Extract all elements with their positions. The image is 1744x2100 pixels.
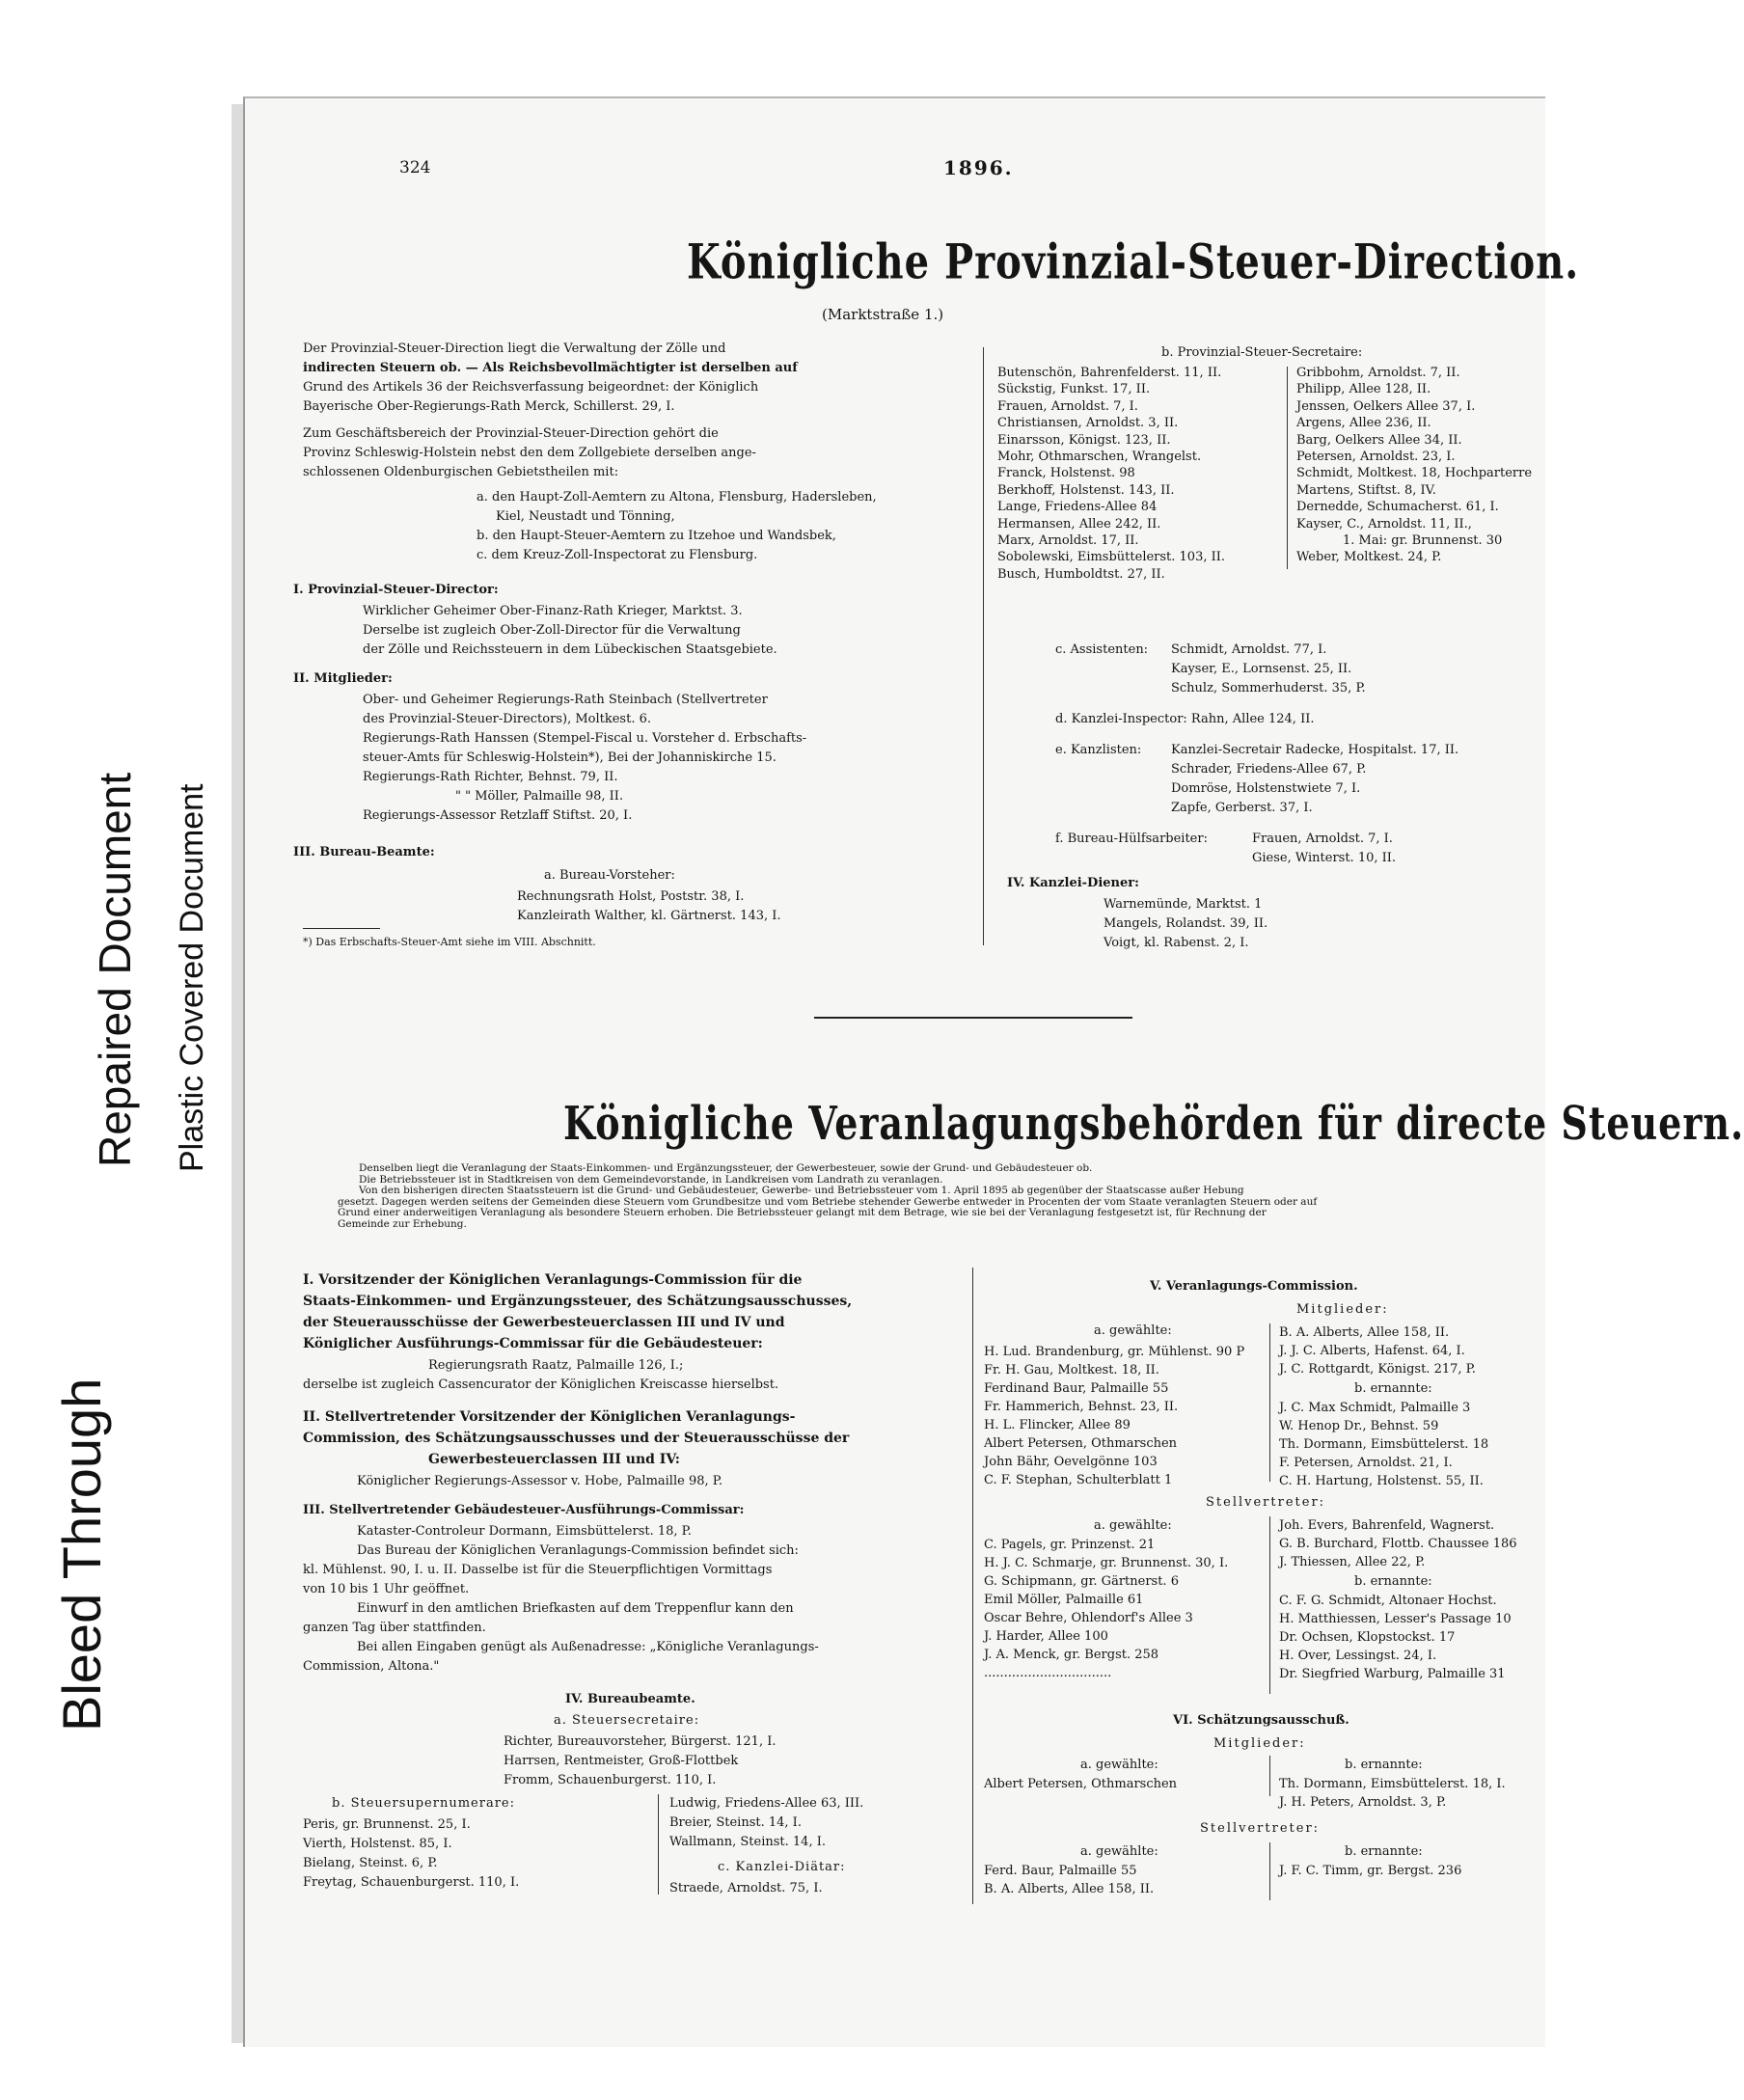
supernumerare-right-lines: Ludwig, Friedens-Allee 63, III. Breier, Steinst. 14, I. Wallmann, Steinst. 14, I. — [669, 1796, 864, 1849]
vi-st-gewaehlte-label: a. gewählte: — [1080, 1844, 1158, 1859]
deputy-chair-line: Königlicher Regierungs-Assessor v. Hobe, Palmaille 98, P. — [357, 1474, 722, 1488]
bureau-sub: a. Bureau-Vorsteher: — [544, 868, 675, 883]
secretaire-list-right: Gribbohm, Arnoldst. 7, II. Philipp, Allee 128, II. Jenssen, Oelkers Allee 37, I. Argens, Allee 236, II. Barg, Oelkers Allee 34, II. Petersen, Arnoldst. 23, I. Schmidt, Moltkest. 18, Hochparterre Martens, Stiftst. 8, IV. Dernedde, Schumacherst. 61, I. Kayser, C., Arnoldst. 11, II., 1. Mai: gr. Brunnenst. 30 Weber, Moltkest. 24, P. — [1296, 366, 1533, 565]
secretaire-list-left: Butenschön, Bahrenfelderst. 11, II. Sückstig, Funkst. 17, II. Frauen, Arnoldst. 7, I. Christiansen, Arnoldst. 3, II. Einarsson, Königst. 123, II. Mohr, Othmarschen, Wrangelst. Franck, Holstenst. 98 Berkhoff, Holstenst. 143, II. Lange, Friedens-Allee 84 Hermansen, Allee 242, II. Marx, Arnoldst. 17, II. Sobolewski, Eimsbüttelerst. 103, II. Busch, Humboldtst. 27, II. — [997, 366, 1226, 582]
vi-stellvertreter-label: Stellvertreter: — [1200, 1821, 1321, 1836]
huelfsarbeiter-label: f. Bureau-Hülfsarbeiter: — [1055, 832, 1208, 846]
vi-ernannte-label: b. ernannte: — [1345, 1758, 1423, 1772]
mitglieder-heading: II. Mitglieder: — [293, 671, 393, 686]
vi-ernannte-lines: Th. Dormann, Eimsbüttelerst. 18, I. J. H. Peters, Arnoldst. 3, P. — [1279, 1777, 1506, 1810]
assistenten-label: c. Assistenten: — [1055, 642, 1149, 657]
kanzlei-diener-heading: IV. Kanzlei-Diener: — [1007, 876, 1139, 890]
section2-column-divider — [972, 1268, 973, 1904]
bureaubeamte-heading: IV. Bureaubeamte. — [565, 1692, 695, 1706]
vi-st-ernannte-label: b. ernannte: — [1345, 1844, 1423, 1859]
diatar-line: Straede, Arnoldst. 75, I. — [669, 1881, 823, 1895]
gebaeudesteuer-heading: III. Stellvertretender Gebäudesteuer-Ausführungs-Commissar: — [303, 1503, 745, 1517]
stellvertreter-right-bottom: C. F. G. Schmidt, Altonaer Hochst. H. Matthiessen, Lesser's Passage 10 Dr. Ochsen, Klopstockst. 17 H. Over, Lessingst. 24, I. Dr. Siegfried Warburg, Palmaille 31 — [1279, 1594, 1512, 1681]
vi-divider — [1269, 1756, 1270, 1796]
schaetzungsausschuss-heading: VI. Schätzungsausschuß. — [1173, 1713, 1349, 1728]
section1-bereich-items: a. den Haupt-Zoll-Aemtern zu Altona, Flensburg, Hadersleben, Kiel, Neustadt und Tönning, b. den Haupt-Steuer-Aemtern zu Itzehoe und Wandsbek, c. dem Kreuz-Zoll-Inspectorat zu Flensburg. — [477, 490, 877, 562]
director-heading: I. Provinzial-Steuer-Director: — [293, 583, 499, 597]
label-bleed-through: Bleed Through — [51, 1377, 112, 1732]
stellvertreter-gewaehlte-label: a. gewählte: — [1094, 1518, 1172, 1533]
secretaire-heading: b. Provinzial-Steuer-Secretaire: — [1161, 345, 1363, 360]
commission-chair-heading: I. Vorsitzender der Königlichen Veranlagungs-Commission für die Staats-Einkommen- und Ergänzungssteuer, des Schätzungsausschusses, der Steuerausschüsse der Gewerbesteuerclassen III und IV und Königlicher Ausführungs-Commissar für die Gebäudesteuer: — [303, 1272, 853, 1351]
page-number: 324 — [399, 158, 431, 177]
assistenten-lines: Schmidt, Arnoldst. 77, I. Kayser, E., Lornsenst. 25, II. Schulz, Sommerhuderst. 35, P. — [1171, 642, 1366, 695]
vi-gewaehlte-label: a. gewählte: — [1080, 1758, 1158, 1772]
ernannte-right-lines: J. C. Max Schmidt, Palmaille 3 W. Henop Dr., Behnst. 59 Th. Dormann, Eimsbüttelerst. 18 F. Petersen, Arnoldst. 21, I. C. H. Hartung, Holstenst. 55, II. — [1279, 1401, 1489, 1488]
section-separator — [814, 1017, 1132, 1019]
stellvertreter-left-lines: C. Pagels, gr. Prinzenst. 21 H. J. C. Schmarje, gr. Brunnenst. 30, I. G. Schipmann, gr. Gärtnerst. 6 Emil Möller, Palmaille 61 Oscar Behre, Ohlendorf's Allee 3 J. Harder, Allee 100 J. A. Menck, gr. Bergst. 258 ................................ — [984, 1538, 1229, 1680]
steuersecretaire-lines: Richter, Bureauvorsteher, Bürgerst. 121, I. Harrsen, Rentmeister, Groß-Flottbek Fromm, Schauenburgerst. 110, I. — [504, 1734, 777, 1787]
veranlagungs-commission-heading: V. Veranlagungs-Commission. — [1150, 1279, 1358, 1294]
kanzlei-inspector: d. Kanzlei-Inspector: Rahn, Allee 124, II. — [1055, 712, 1315, 726]
gewaehlte-label: a. gewählte: — [1094, 1323, 1172, 1338]
stellvertreter-ernannte-label: b. ernannte: — [1354, 1574, 1432, 1589]
vi-mitglieder-label: Mitglieder: — [1213, 1736, 1306, 1751]
diatar-heading: c. Kanzlei-Diätar: — [718, 1860, 846, 1874]
vi-st-left-lines: Ferd. Baur, Palmaille 55 B. A. Alberts, Allee 158, II. — [984, 1864, 1155, 1896]
supernumerare-lines: Peris, gr. Brunnenst. 25, I. Vierth, Holstenst. 85, I. Bielang, Steinst. 6, P. Freytag, Schauenburgerst. 110, I. — [303, 1817, 520, 1890]
secretaire-divider — [1287, 367, 1288, 569]
scan-labels — [0, 0, 251, 2100]
label-repaired-document: Repaired Document — [90, 772, 140, 1167]
commission-chair-lines: Regierungsrath Raatz, Palmaille 126, I.; derselbe ist zugleich Cassencurator der Königlichen Kreiscasse hierselbst. — [303, 1358, 779, 1392]
huelfsarbeiter-lines: Frauen, Arnoldst. 7, I. Giese, Winterst. 10, II. — [1252, 832, 1397, 865]
deputy-chair-heading: II. Stellvertretender Vorsitzender der Königlichen Veranlagungs- Commission, des Schätzungsausschusses und der Steuerausschüsse der Gewerbesteuerclassen III und IV: — [303, 1409, 850, 1467]
section2-title: Königliche Veranlagungsbehörden für directe Steuern. — [563, 1096, 1744, 1151]
gewaehlte-left-lines: H. Lud. Brandenburg, gr. Mühlenst. 90 P Fr. H. Gau, Moltkest. 18, II. Ferdinand Baur, Palmaille 55 Fr. Hammerich, Behnst. 23, II. H. L. Flincker, Allee 89 Albert Petersen, Othmarschen John Bähr, Oevelgönne 103 C. F. Stephan, Schulterblatt 1 — [984, 1345, 1245, 1487]
vi-st-right-line: J. F. C. Timm, gr. Bergst. 236 — [1279, 1864, 1462, 1878]
section1-title: Königliche Provinzial-Steuer-Direction. — [687, 233, 1580, 290]
stellvertreter-divider — [1269, 1516, 1270, 1694]
footnote-rule — [303, 928, 380, 929]
page-year: 1896. — [943, 156, 1014, 179]
mitglieder-label: Mitglieder: — [1296, 1302, 1389, 1317]
footnote: *) Das Erbschafts-Steuer-Amt siehe im VIII. Abschnitt. — [303, 936, 596, 948]
stellvertreter-right-top: Joh. Evers, Bahrenfeld, Wagnerst. G. B. Burchard, Flottb. Chaussee 186 J. Thiessen, Allee 22, P. — [1279, 1518, 1517, 1569]
gewaehlte-right-lines: B. A. Alberts, Allee 158, II. J. J. C. Alberts, Hafenst. 64, I. J. C. Rottgardt, Königst. 217, P. — [1279, 1325, 1476, 1377]
label-plastic-covered-document: Plastic Covered Document — [174, 783, 210, 1172]
vi-gewaehlte-line: Albert Petersen, Othmarschen — [984, 1777, 1178, 1791]
gewaehlte-divider — [1269, 1323, 1270, 1482]
gebaeudesteuer-lines: Kataster-Controleur Dormann, Eimsbüttelerst. 18, P. Das Bureau der Königlichen Veranlagungs-Commission befindet sich: kl. Mühlenst. 90, I. u. II. Dasselbe ist für die Steuerpflichtigen Vormittags von 10 bis 1 Uhr geöffnet. Einwurf in den amtlichen Briefkasten auf dem Treppenflur kann den ganzen Tag über stattfinden. Bei allen Eingaben genügt als Außenadresse: „Königliche Veranlagungs- Commission, Altona." — [303, 1524, 819, 1674]
stellvertreter-label: Stellvertreter: — [1206, 1495, 1326, 1510]
steuersecretaire-sub: a. Steuersecretaire: — [554, 1713, 700, 1728]
kanzlei-diener-lines: Warnemünde, Marktst. 1 Mangels, Rolandst. 39, II. Voigt, kl. Rabenst. 2, I. — [1104, 897, 1268, 950]
section1-intro: Der Provinzial-Steuer-Direction liegt die Verwaltung der Zölle und indirecten Steuern ob. — Als Reichsbevollmächtigter ist derselben auf Grund des Artikels 36 der Reichsverfassung beigeordnet: der Königlich Bayerische Ober-Regierungs-Rath Merck, Schillerst. 29, I. — [303, 341, 798, 414]
bureau-heading: III. Bureau-Beamte: — [293, 845, 435, 859]
director-lines: Wirklicher Geheimer Ober-Finanz-Rath Krieger, Marktst. 3. Derselbe ist zugleich Ober-Zoll-Director für die Verwaltung der Zölle und Reichssteuern in dem Lübeckischen Staatsgebiete. — [363, 604, 777, 657]
mitglieder-lines: Ober- und Geheimer Regierungs-Rath Steinbach (Stellvertreter des Provinzial-Steuer-Directors), Moltkest. 6. Regierungs-Rath Hanssen (Stempel-Fiscal u. Vorsteher d. Erbschafts- steuer-Amts für Schleswig-Holstein*), Bei der Johanniskirche 15. Regierungs-Rath Richter, Behnst. 79, II. " " Möller, Palmaille 98, II. Regierungs-Assessor Retzlaff Stiftst. 20, I. — [363, 693, 807, 823]
vi-st-divider — [1269, 1842, 1270, 1900]
supernumerare-divider — [658, 1794, 659, 1895]
supernumerare-heading: b. Steuersupernumerare: — [332, 1796, 515, 1811]
section1-subtitle: (Marktstraße 1.) — [822, 306, 944, 323]
section2-intro: Denselben liegt die Veranlagung der Staats-Einkommen- und Ergänzungssteuer, der Gewerbesteuer, sowie der Grund- und Gebäudesteuer ob. Die Betriebssteuer ist in Stadtkreisen von dem Gemeindevorstande, in Landkreisen vom Landrath zu veranlagen. Von den bisherigen directen Staatssteuern ist die Grund- und Gebäudesteuer, Gewerbe- und Betriebssteuer vom 1. April 1895 ab gegenüber der Staatscasse außer Hebung gesetzt. Dagegen werden seitens der Gemeinden diese Steuern vom Grundbesitze und vom Betriebe stehender Gewerbe entweder in Procenten der vom Staate veranlagten Steuern oder auf Grund einer anderweitigen Veranlagung als besondere Steuern erhoben. Die Betriebssteuer gelangt mit dem Betrage, wie sie bei der Veranlagung festgesetzt ist, für Rechnung der Gemeinde zur Erhebung. — [338, 1162, 1318, 1230]
kanzlisten-label: e. Kanzlisten: — [1055, 743, 1142, 757]
kanzlisten-lines: Kanzlei-Secretair Radecke, Hospitalst. 17, II. Schrader, Friedens-Allee 67, P. Domröse, Holstenstwiete 7, I. Zapfe, Gerberst. 37, I. — [1171, 743, 1459, 815]
bureau-lines: Rechnungsrath Holst, Poststr. 38, I. Kanzleirath Walther, kl. Gärtnerst. 143, I. — [517, 889, 781, 923]
section1-bereich: Zum Geschäftsbereich der Provinzial-Steuer-Direction gehört die Provinz Schleswig-Holstein nebst den dem Zollgebiete derselben ange- schlossenen Oldenburgischen Gebietstheilen mit: — [303, 426, 756, 479]
column-divider — [983, 347, 984, 945]
ernannte-label: b. ernannte: — [1354, 1381, 1432, 1396]
document-page — [243, 96, 1744, 2047]
